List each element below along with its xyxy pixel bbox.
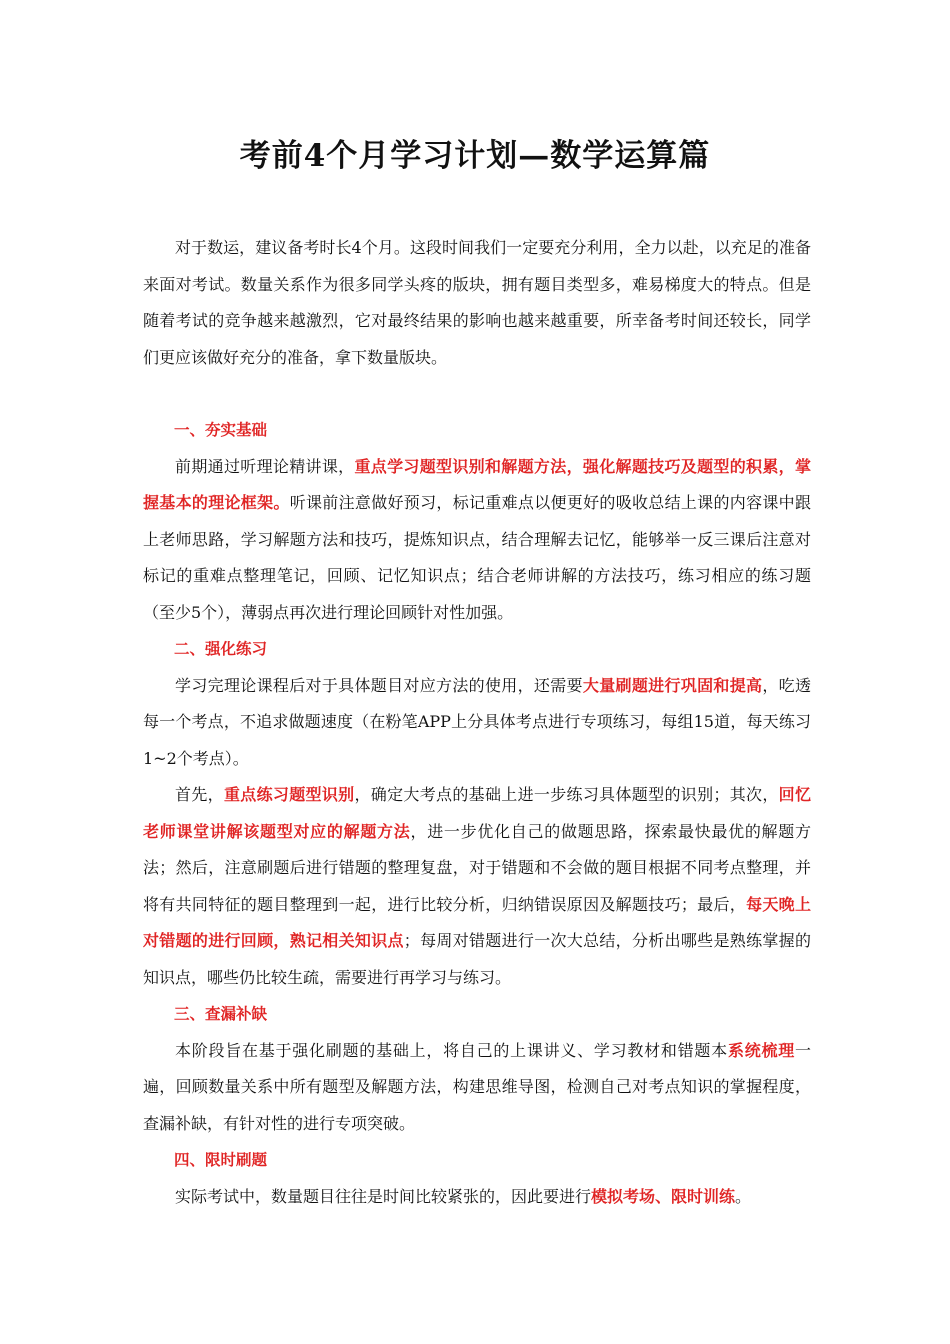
section-heading-2: 二、强化练习 bbox=[174, 640, 268, 658]
section-1-paragraph-1 bbox=[143, 449, 811, 632]
text-run: 本阶段旨在基于强化刷题的基础上，将自己的上课讲义、学习教材和错题本 bbox=[175, 1040, 728, 1060]
highlight-run: 模拟考场、限时训练 bbox=[591, 1186, 736, 1206]
text-run: 听课前注意做好预习，标记重难点以便更好的吸收总结上课的内容课中跟上老师思路，学习解题方法和技巧，提炼知识点，结合理解去记忆，能够举一反三课后注意对标记的重难点整理笔记，回顾、记忆知识点；结合老师讲解的方法技巧，练习相应的练习题（至少5个），薄弱点再次进行理论回顾针对性加强。 bbox=[143, 493, 811, 622]
page-title: 考前4个月学习计划—数学运算篇 bbox=[239, 138, 711, 174]
highlight-run: 重点学习题型识别和解题方法，强化解题技巧及题型的积累，掌握基本的理论框架。 bbox=[143, 456, 811, 512]
spacer bbox=[143, 376, 811, 412]
section-2-paragraph-1 bbox=[143, 668, 811, 778]
section-heading-1: 一、夯实基础 bbox=[174, 421, 268, 439]
text-run: 前期通过听理论精讲课， bbox=[175, 456, 355, 476]
highlight-run: 重点练习题型识别 bbox=[223, 785, 355, 804]
section-4-paragraph-1 bbox=[143, 1179, 811, 1216]
highlight-run: 每天晚上对错题的进行回顾，熟记相关知识点 bbox=[143, 894, 811, 950]
text-run: 一遍，回顾数量关系中所有题型及解题方法，构建思维导图，检测自己对考点知识的掌握程度，查漏补缺，有针对性的进行专项突破。 bbox=[143, 1040, 811, 1133]
section-heading-3: 三、查漏补缺 bbox=[174, 1005, 268, 1023]
intro-paragraph: 对于数运，建议备考时长4个月。这段时间我们一定要充分利用，全力以赴，以充足的准备来面对考试。数量关系作为很多同学头疼的版块，拥有题目类型多，难易梯度大的特点。但是随着考试的竞争越来越激烈，它对最终结果的影响也越来越重要，所幸备考时间还较长，同学们更应该做好充分的准备，拿下数量版块。 bbox=[143, 238, 811, 367]
text-run: 。 bbox=[735, 1186, 752, 1206]
text-run: 首先， bbox=[175, 785, 224, 804]
highlight-run: 系统梳理 bbox=[727, 1040, 795, 1060]
highlight-run: 大量刷题进行巩固和提高 bbox=[582, 675, 763, 695]
section-2-paragraph-2 bbox=[143, 777, 811, 996]
text-run: 实际考试中，数量题目往往是时间比较紧张的，因此要进行 bbox=[175, 1186, 592, 1206]
document-body bbox=[143, 230, 811, 1215]
section-3-paragraph-1 bbox=[143, 1033, 811, 1143]
text-run: ；每周对错题进行一次大总结，分析出哪些是熟练掌握的知识点，哪些仍比较生疏，需要进行再学习与练习。 bbox=[143, 931, 811, 987]
text-run: ，进一步优化自己的做题思路，探索最快最优的解题方法；然后，注意刷题后进行错题的整理复盘，对于错题和不会做的题目根据不同考点整理，并将有共同特征的题目整理到一起，进行比较分析，归纳错误原因及解题技巧；最后， bbox=[143, 821, 811, 914]
highlight-run: 回忆老师课堂讲解该题型对应的解题方法 bbox=[143, 785, 811, 841]
section-heading-4: 四、限时刷题 bbox=[174, 1151, 268, 1169]
text-run: 学习完理论课程后对于具体题目对应方法的使用，还需要 bbox=[175, 675, 583, 695]
text-run: ，确定大考点的基础上进一步练习具体题型的识别；其次， bbox=[354, 785, 779, 804]
text-run: ，吃透每一个考点，不追求做题速度（在粉笔APP上分具体考点进行专项练习，每组15道，每天练习1~2个考点）。 bbox=[143, 675, 811, 768]
